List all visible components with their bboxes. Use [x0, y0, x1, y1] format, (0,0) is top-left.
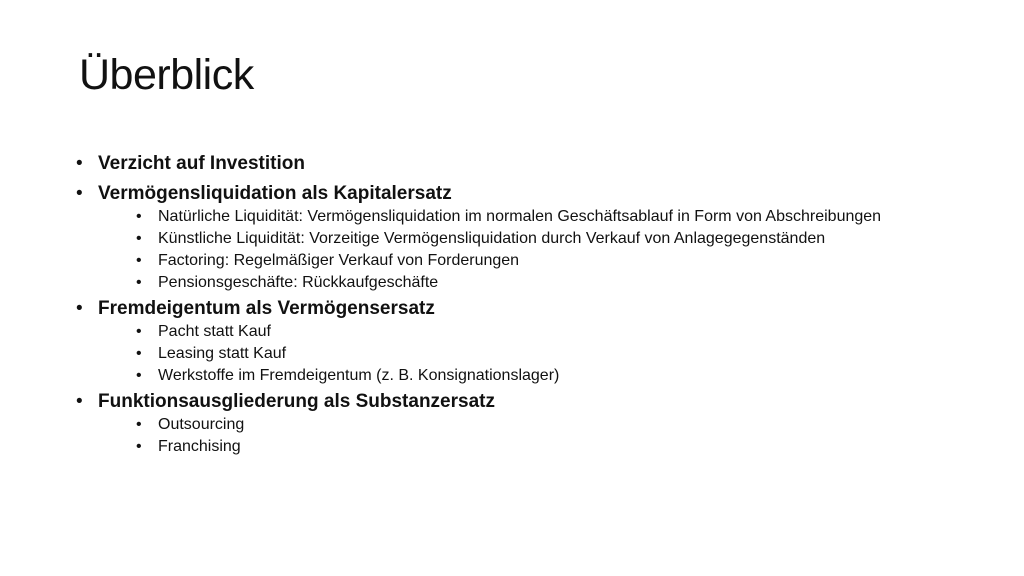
bullet-icon: •: [76, 298, 83, 319]
sub-list: [98, 417, 936, 455]
sub-list-item-label: Pacht statt Kauf: [158, 323, 271, 340]
sub-list-item: [98, 209, 936, 225]
bullet-icon: •: [136, 274, 142, 291]
sub-list-item: [98, 231, 936, 247]
sub-list-item: [98, 253, 936, 269]
list-item-label: Fremdeigentum als Vermögensersatz: [98, 298, 435, 319]
list-item-verzicht: [76, 152, 936, 176]
list-item-label: Funktionsausgliederung als Substanzersatz: [98, 391, 495, 412]
bullet-icon: •: [76, 391, 83, 412]
sub-list-item-label: Natürliche Liquidität: Vermögensliquidation im normalen Geschäftsablauf in Form von Abschreibungen: [158, 208, 882, 225]
bullet-icon: •: [136, 367, 142, 384]
list-item-label: Vermögensliquidation als Kapitalersatz: [98, 183, 452, 204]
sub-list-item: [98, 439, 936, 455]
slide-content: [76, 152, 936, 457]
sub-list-item-label: Factoring: Regelmäßiger Verkauf von Forderungen: [158, 252, 520, 269]
list-item-funktionsausgliederung: [76, 390, 936, 455]
sub-list: [98, 324, 936, 384]
bullet-icon: •: [136, 416, 142, 433]
bullet-icon: •: [136, 345, 142, 362]
sub-list: [98, 209, 936, 291]
sub-list-item: [98, 275, 936, 291]
sub-list-item-label: Werkstoffe im Fremdeigentum (z. B. Konsignationslager): [158, 367, 560, 384]
sub-list-item-label: Outsourcing: [158, 416, 245, 433]
sub-list-item: [98, 417, 936, 433]
bullet-icon: •: [136, 323, 142, 340]
list-item-fremdeigentum: [76, 297, 936, 384]
bullet-icon: •: [136, 438, 142, 455]
list-item-label: Verzicht auf Investition: [98, 153, 305, 174]
sub-list-item-label: Pensionsgeschäfte: Rückkaufgeschäfte: [158, 274, 439, 291]
sub-list-item: [98, 324, 936, 340]
bullet-icon: •: [136, 252, 142, 269]
bullet-icon: •: [76, 183, 83, 204]
bullet-icon: •: [76, 153, 83, 174]
list-item-vermoegensliquidation: [76, 182, 936, 291]
sub-list-item: [98, 368, 936, 384]
sub-list-item: [98, 346, 936, 362]
bullet-list: [76, 152, 936, 455]
slide-title: Überblick: [79, 51, 254, 99]
sub-list-item-label: Leasing statt Kauf: [158, 345, 287, 362]
sub-list-item-label: Künstliche Liquidität: Vorzeitige Vermögensliquidation durch Verkauf von Anlagegegenständen: [158, 230, 826, 247]
bullet-icon: •: [136, 230, 142, 247]
sub-list-item-label: Franchising: [158, 438, 241, 455]
bullet-icon: •: [136, 208, 142, 225]
